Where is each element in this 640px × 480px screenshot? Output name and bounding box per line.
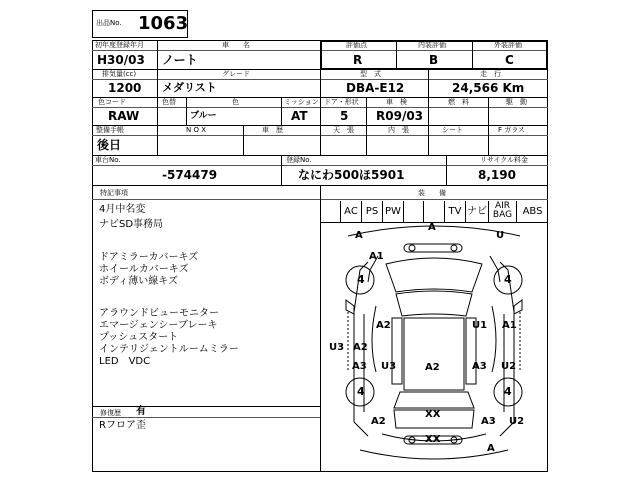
header-inspection: 車 検 [386, 98, 407, 106]
damage-mark: A1 [502, 320, 517, 331]
header-notes: 特記事項 [100, 189, 128, 197]
value-chassis: -574479 [162, 168, 218, 182]
damage-mark: A [428, 222, 436, 233]
equip-pw: PW [382, 201, 403, 222]
note-line: 4月中名変 [99, 204, 146, 215]
header-car-name: 車 名 [222, 41, 250, 49]
value-mission: AT [291, 109, 308, 123]
value-repair: 有 [136, 406, 146, 417]
value-mileage: 24,566 Km [452, 81, 525, 95]
header-reg-year: 初年度登録年月 [95, 41, 144, 49]
header-color: 色 [232, 98, 239, 106]
damage-mark: A2 [371, 416, 386, 427]
damage-mark: U2 [501, 361, 517, 372]
damage-mark: 4 [357, 273, 365, 286]
equip-blank [423, 201, 444, 222]
damage-mark: XX [425, 409, 441, 420]
repair-detail: Rフロア歪 [99, 420, 146, 431]
note-line: LED VDC [99, 356, 151, 367]
equip-ps: PS [361, 201, 382, 222]
value-grade: メダリスト [162, 81, 217, 94]
header-score: 評価点 [346, 41, 367, 49]
value-recycle: 8,190 [478, 168, 516, 182]
header-drive: 駆 動 [506, 98, 527, 106]
damage-mark: U2 [509, 416, 525, 427]
header-history: 車 歴 [262, 126, 283, 134]
header-grade: グレード [222, 70, 250, 78]
header-seat: シート [442, 126, 463, 134]
header-mileage: 走 行 [480, 70, 501, 78]
value-interior: B [429, 53, 439, 67]
header-chassis: 車台No. [95, 156, 121, 164]
damage-mark: A2 [425, 362, 440, 373]
damage-mark: A2 [353, 342, 368, 353]
value-model: DBA-E12 [346, 81, 405, 95]
damage-mark: 4 [504, 385, 512, 398]
value-inspection: R09/03 [376, 109, 424, 123]
value-color-code: RAW [108, 109, 140, 123]
note-line: アラウンドビューモニター [99, 308, 219, 319]
equip-abs: ABS [516, 201, 548, 222]
value-reg-year: H30/03 [97, 53, 145, 67]
value-exterior: C [505, 53, 514, 67]
header-roof: 天 張 [333, 126, 354, 134]
header-manual: 整備手帳 [96, 126, 124, 134]
header-glass: F ガラス [498, 126, 526, 134]
note-line: ボディ薄い線キズ [99, 276, 178, 287]
damage-mark: A3 [481, 416, 496, 427]
damage-mark: U [496, 230, 505, 241]
damage-mark: A3 [472, 361, 487, 372]
value-registration: なにわ500ほ5901 [298, 168, 405, 182]
notes-list [99, 204, 314, 368]
header-repair: 修復歴 [100, 409, 121, 417]
header-model: 型 式 [360, 70, 381, 78]
damage-mark: A1 [369, 251, 384, 262]
damage-mark: U3 [381, 361, 397, 372]
value-car-name: ノート [162, 53, 198, 67]
damage-mark: 4 [357, 385, 365, 398]
header-registration: 登録No. [286, 156, 312, 164]
damage-mark: A [487, 443, 495, 454]
equip-blank [403, 201, 423, 222]
header-fuel: 燃 料 [448, 98, 469, 106]
lot-number: 1063 [138, 13, 189, 34]
damage-mark: U1 [472, 320, 488, 331]
value-displacement: 1200 [108, 81, 142, 95]
header-color-code: 色コード [98, 98, 126, 106]
damage-mark: A [355, 230, 363, 241]
note-line: プッシュスタート [99, 332, 179, 343]
note-line: エマージェンシーブレーキ [99, 320, 218, 331]
note-line [99, 240, 314, 252]
equip-navi: ナビ [465, 201, 488, 222]
value-manual: 後日 [97, 138, 122, 152]
header-mission: ミッション [284, 98, 319, 106]
note-line: インテリジェントルームミラー [99, 344, 239, 355]
damage-mark: A3 [352, 361, 367, 372]
note-line: ドアミラーカバーキズ [99, 252, 199, 263]
equip-ac: AC [340, 201, 361, 222]
header-color-change: 色替 [162, 98, 176, 106]
header-recycle: リサイクル料金 [480, 156, 529, 164]
header-inner-lining: 内 張 [388, 126, 409, 134]
note-line: ナビSD事務局 [99, 219, 164, 230]
value-color: ブルー [190, 111, 217, 121]
equip-airbag-label: AIR BAG [492, 201, 513, 220]
value-score: R [353, 53, 363, 67]
header-interior: 内装評価 [418, 41, 446, 49]
header-exterior: 外装評価 [494, 41, 522, 49]
damage-mark: U3 [329, 342, 345, 353]
header-doors: ドア・形状 [324, 98, 359, 106]
lot-label: 出品No. [96, 19, 122, 27]
equip-blank [320, 201, 340, 222]
equip-tv: TV [444, 201, 465, 222]
header-nox: N O X [186, 126, 206, 134]
equip-airbag [488, 201, 516, 222]
note-line [99, 296, 314, 308]
header-equipment: 装 備 [418, 189, 446, 197]
header-displacement: 排気量(cc) [102, 70, 137, 78]
value-doors: 5 [340, 109, 349, 123]
damage-mark: 4 [504, 273, 512, 286]
damage-mark: XX [425, 434, 441, 445]
damage-mark: A2 [376, 320, 391, 331]
note-line: ホイールカバーキズ [99, 264, 189, 275]
